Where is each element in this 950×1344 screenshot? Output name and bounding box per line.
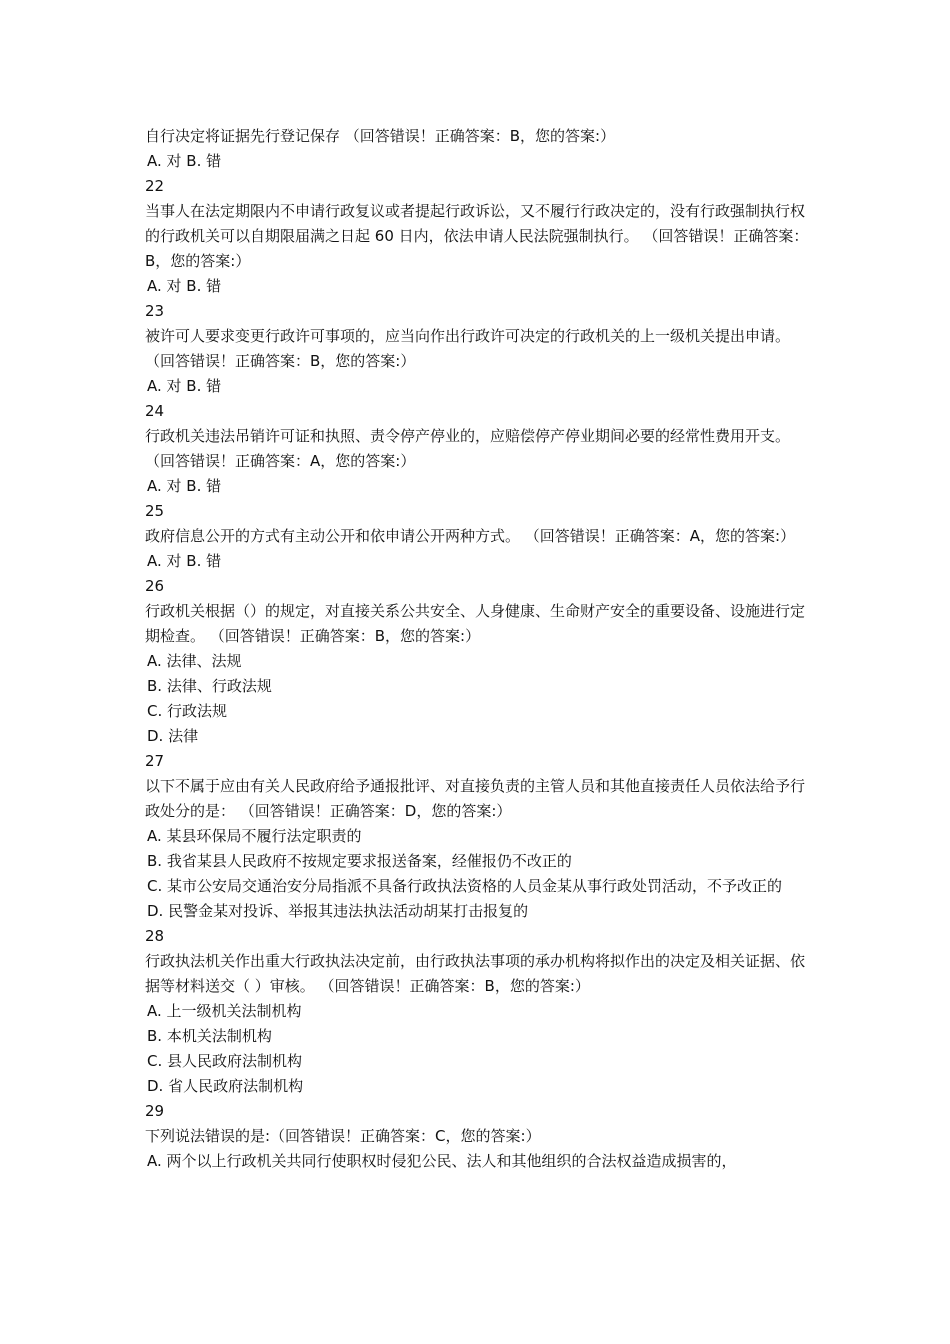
question-text: 行政机关违法吊销许可证和执照、责令停产停业的，应赔偿停产停业期间必要的经常性费用开支。 （回答错误！正确答案：A，您的答案:） [145,427,795,470]
answer-options: A. 对 B. 错 [147,152,222,170]
question-number: 25 [145,502,165,520]
question-number: 23 [145,302,165,320]
question-text: 行政机关根据（）的规定，对直接关系公共安全、人身健康、生命财产安全的重要设备、设施进行定期检查。 （回答错误！正确答案：B，您的答案:） [145,602,806,645]
answer-option: C. 县人民政府法制机构 [147,1052,303,1070]
answer-option: B. 本机关法制机构 [147,1027,272,1045]
answer-option: A. 法律、法规 [147,652,242,670]
answer-options: A. 对 B. 错 [147,277,222,295]
answer-options: A. 对 B. 错 [147,552,222,570]
question-number: 29 [145,1102,165,1120]
answer-option: D. 法律 [147,727,199,745]
question-number: 24 [145,402,165,420]
answer-option: A. 两个以上行政机关共同行使职权时侵犯公民、法人和其他组织的合法权益造成损害的， [147,1152,737,1170]
answer-options: A. 对 B. 错 [147,377,222,395]
question-number: 22 [145,177,165,195]
answer-option: C. 某市公安局交通治安分局指派不具备行政执法资格的人员金某从事行政处罚活动，不予改正的 [147,877,783,895]
answer-option: C. 行政法规 [147,702,228,720]
question-text: 行政执法机关作出重大行政执法决定前，由行政执法事项的承办机构将拟作出的决定及相关证据、依据等材料送交（ ）审核。 （回答错误！正确答案：B，您的答案:） [145,952,806,995]
question-text: 政府信息公开的方式有主动公开和依申请公开两种方式。 （回答错误！正确答案：A，您的答案:） [145,527,796,545]
question-text: 当事人在法定期限内不申请行政复议或者提起行政诉讼，又不履行行政决定的，没有行政强制执行权的行政机关可以自期限届满之日起 60 日内，依法申请人民法院强制执行。 （回答错误！正确答案：B，您的答案:） [145,202,809,270]
answer-option: D. 民警金某对投诉、举报其违法执法活动胡某打击报复的 [147,902,529,920]
question-number: 28 [145,927,165,945]
question-text: 被许可人要求变更行政许可事项的，应当向作出行政许可决定的行政机关的上一级机关提出申请。 （回答错误！正确答案：B，您的答案:） [145,327,795,370]
answer-option: D. 省人民政府法制机构 [147,1077,304,1095]
question-number: 27 [145,752,165,770]
question-number: 26 [145,577,165,595]
question-list [145,124,810,1174]
answer-option: B. 法律、行政法规 [147,677,272,695]
answer-option: A. 上一级机关法制机构 [147,1002,302,1020]
answer-option: A. 某县环保局不履行法定职责的 [147,827,362,845]
question-text: 以下不属于应由有关人民政府给予通报批评、对直接负责的主管人员和其他直接责任人员依法给予行政处分的是： （回答错误！正确答案：D，您的答案:） [145,777,806,820]
answer-options: A. 对 B. 错 [147,477,222,495]
question-text: 下列说法错误的是:（回答错误！正确答案：C，您的答案:） [145,1127,541,1145]
question-text: 自行决定将证据先行登记保存 （回答错误！正确答案：B，您的答案:） [145,127,616,145]
answer-option: B. 我省某县人民政府不按规定要求报送备案，经催报仍不改正的 [147,852,572,870]
